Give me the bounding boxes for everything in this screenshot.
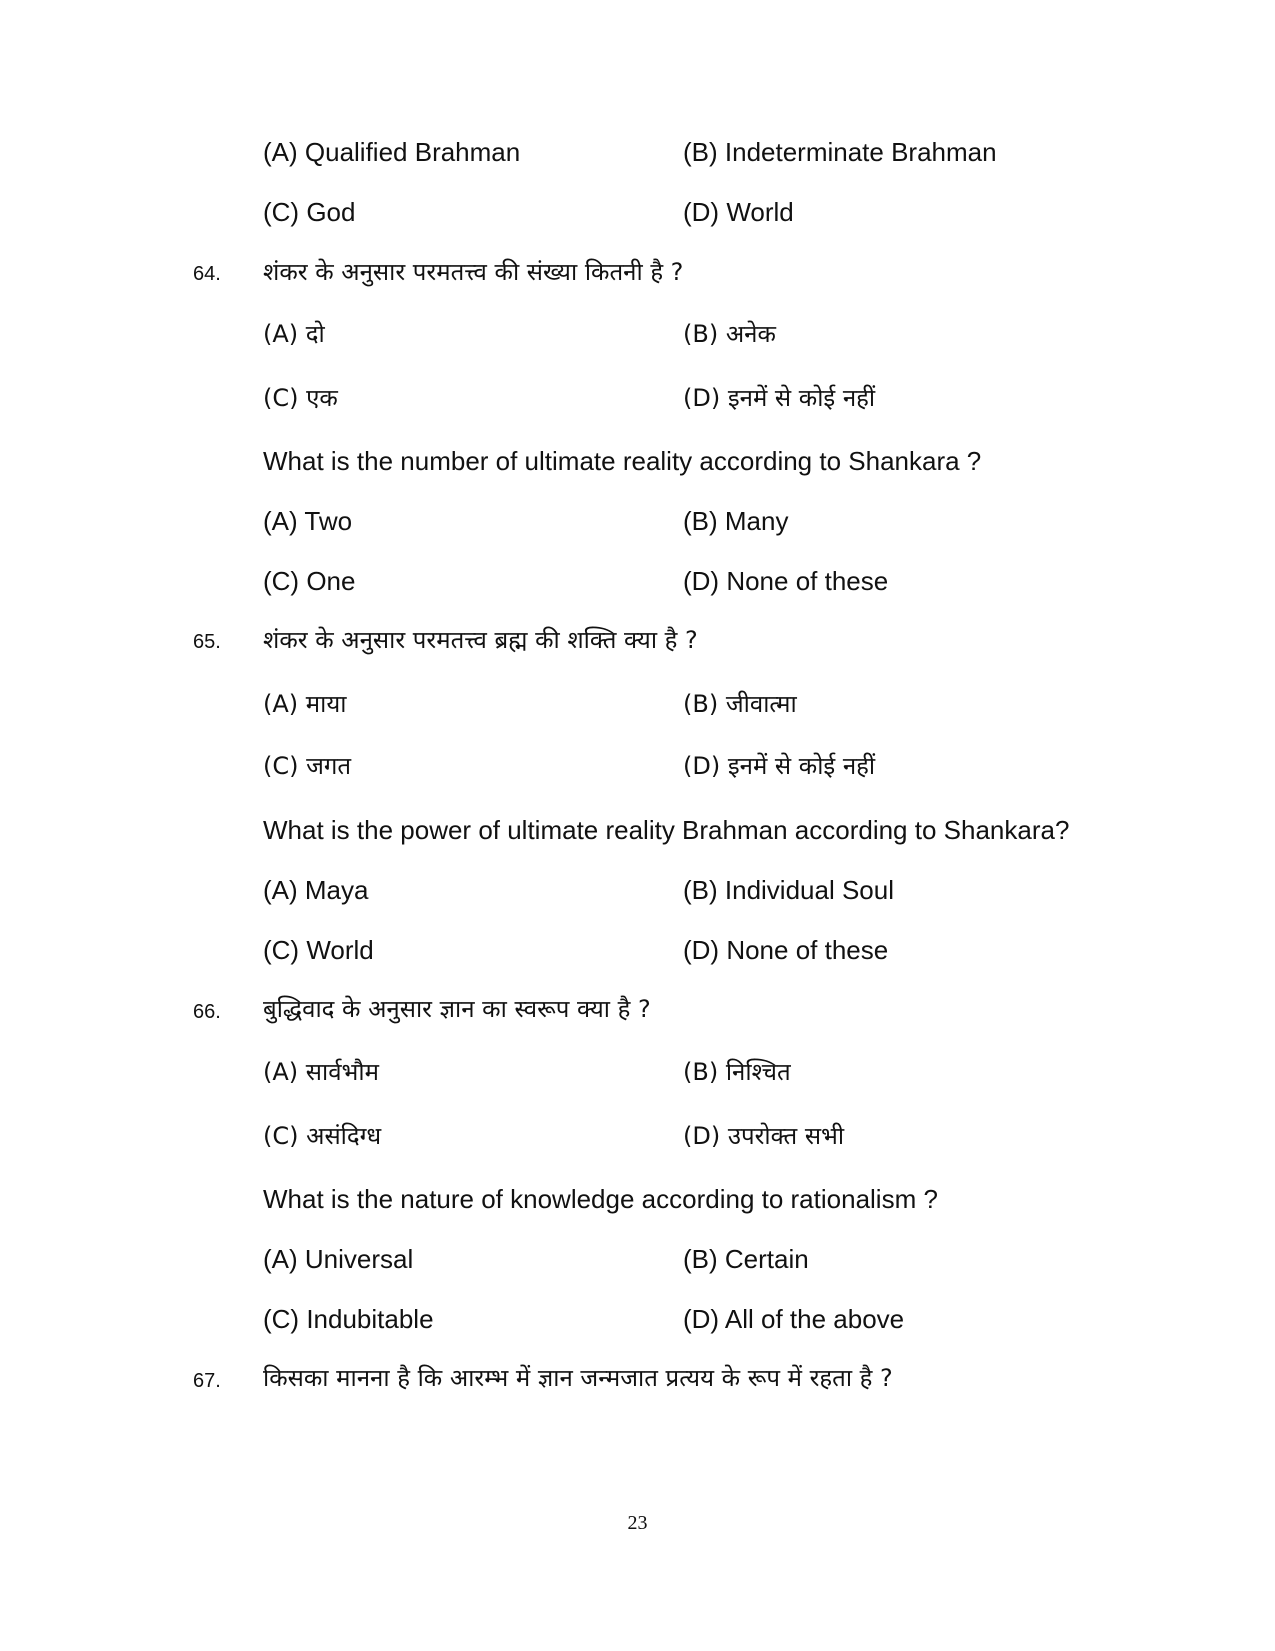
q66-option-a-hindi: (A) सार्वभौम [263, 1058, 379, 1086]
q64-option-d: (D) None of these [683, 566, 889, 596]
q66-number: 66. [193, 1001, 221, 1023]
q65-option-a-hindi: (A) माया [263, 690, 347, 718]
q65-question-english: What is the power of ultimate reality Brahman according to Shankara? [263, 815, 1070, 845]
q66-option-b: (B) Certain [683, 1244, 809, 1274]
q67-number: 67. [193, 1370, 221, 1392]
q64-number: 64. [193, 263, 221, 285]
q64-option-b: (B) Many [683, 506, 789, 536]
q64-option-a-hindi: (A) दो [263, 320, 325, 348]
q67-question-hindi: किसका मानना है कि आरम्भ में ज्ञान जन्मजात प्रत्यय के रूप में रहता है ? [263, 1364, 893, 1392]
q64-option-b-hindi: (B) अनेक [683, 320, 776, 348]
q63-option-d: (D) World [683, 197, 794, 227]
q65-number: 65. [193, 631, 221, 653]
q65-option-b-hindi: (B) जीवात्मा [683, 690, 797, 718]
q65-option-c: (C) World [263, 935, 374, 965]
q64-option-a: (A) Two [263, 506, 353, 536]
q66-option-b-hindi: (B) निश्चित [683, 1058, 791, 1086]
q65-option-d-hindi: (D) इनमें से कोई नहीं [683, 752, 876, 780]
q65-option-c-hindi: (C) जगत [263, 752, 352, 780]
q64-option-d-hindi: (D) इनमें से कोई नहीं [683, 384, 876, 412]
q65-option-d: (D) None of these [683, 935, 889, 965]
q64-option-c: (C) One [263, 566, 356, 596]
q66-option-c: (C) Indubitable [263, 1304, 434, 1334]
q66-question-hindi: बुद्धिवाद के अनुसार ज्ञान का स्वरूप क्या है ? [263, 995, 651, 1023]
q65-option-b: (B) Individual Soul [683, 875, 894, 905]
q66-option-d-hindi: (D) उपरोक्त सभी [683, 1122, 845, 1150]
q65-option-a: (A) Maya [263, 875, 369, 905]
q64-option-c-hindi: (C) एक [263, 384, 338, 412]
q66-option-c-hindi: (C) असंदिग्ध [263, 1122, 382, 1150]
page-number: 23 [627, 1512, 648, 1534]
q63-option-c: (C) God [263, 197, 356, 227]
q66-option-d: (D) All of the above [683, 1304, 905, 1334]
q64-question-english: What is the number of ultimate reality according to Shankara ? [263, 446, 982, 476]
q63-option-b: (B) Indeterminate Brahman [683, 137, 997, 167]
q63-option-a: (A) Qualified Brahman [263, 137, 521, 167]
q64-question-hindi: शंकर के अनुसार परमतत्त्व की संख्या कितनी है ? [263, 258, 684, 286]
q66-question-english: What is the nature of knowledge according to rationalism ? [263, 1184, 938, 1214]
q66-option-a: (A) Universal [263, 1244, 414, 1274]
q65-question-hindi: शंकर के अनुसार परमतत्त्व ब्रह्म की शक्ति क्या है ? [263, 626, 698, 654]
